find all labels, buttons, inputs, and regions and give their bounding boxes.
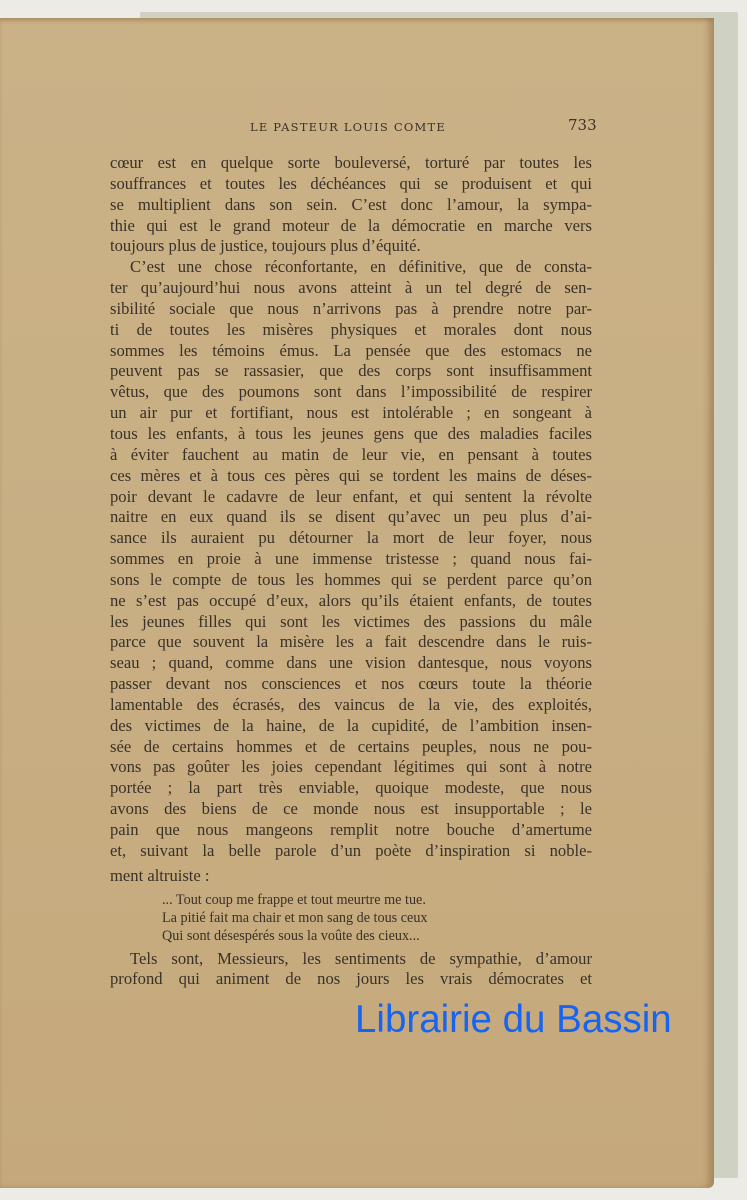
text-line: toujours plus de justice, toujours plus d’équité. [110, 236, 421, 256]
body-text [110, 153, 592, 990]
text-line: ne s’est pas occupé d’eux, alors qu’ils étaient enfants, de toutes [110, 590, 592, 610]
text-line: naitre en eux quand ils se disent qu’avec un peu plus d’ai- [110, 507, 592, 527]
text-line: et, suivant la belle parole d’un poète d’inspiration si noble- [110, 840, 592, 860]
running-title: LE PASTEUR LOUIS COMTE [250, 120, 446, 134]
text-line: sée de certains hommes et de certains peuples, nous ne pou- [110, 736, 592, 756]
text-line: sommes en proie à une immense tristesse ; quand nous fai- [110, 549, 592, 569]
text-line: sons le compte de tous les hommes qui se perdent parce qu’on [110, 569, 592, 589]
text-line: ti de toutes les misères physiques et morales dont nous [110, 319, 592, 339]
text-line: souffrances et toutes les déchéances qui se produisent et qui [110, 173, 592, 193]
text-line: passer devant nos consciences et nos cœurs toute la théorie [110, 674, 592, 694]
text-line: ter qu’aujourd’hui nous avons atteint à un tel degré de sen- [110, 278, 592, 298]
text-line: tous les enfants, à tous les jeunes gens que des maladies faciles [110, 423, 592, 443]
text-line: les jeunes filles qui sont les victimes des passions du mâle [110, 611, 592, 631]
text-line: un air pur et fortifiant, nous est intolérable ; en songeant à [110, 403, 592, 423]
text-line: thie qui est le grand moteur de la démocratie en marche vers [110, 215, 592, 235]
text-line: seau ; quand, comme dans une vision dantesque, nous voyons [110, 653, 592, 673]
text-line: profond qui animent de nos jours les vrais démocrates et [110, 969, 592, 989]
page-number: 733 [568, 116, 597, 134]
text-line: portée ; la part très enviable, quoique modeste, que nous [110, 778, 592, 798]
watermark: Librairie du Bassin [355, 998, 672, 1041]
text-line: ment altruiste : [110, 865, 210, 885]
text-line: ces mères et à tous ces pères qui se tordent les mains de déses- [110, 465, 592, 485]
text-line: sibilité sociale que nous n’arrivons pas à prendre notre par- [110, 298, 592, 318]
text-line: sance ils auraient pu détourner la mort de leur foyer, nous [110, 528, 592, 548]
text-line: cœur est en quelque sorte bouleversé, torturé par toutes les [110, 153, 592, 172]
text-line: lamentable des écrasés, des vaincus de la vie, des exploités, [110, 694, 592, 714]
text-line: à éviter fauchent au matin de leur vie, en pensant à toutes [110, 444, 592, 464]
text-line: vons pas goûter les joies cependant légitimes qui sont à notre [110, 757, 592, 777]
page-header [0, 116, 747, 136]
text-line: avons des biens de ce monde nous est insupportable ; le [110, 799, 592, 819]
text-line: des victimes de la haine, de la cupidité, de l’ambition insen- [110, 715, 592, 735]
text-line: Tels sont, Messieurs, les sentiments de sympathie, d’amour [130, 948, 592, 968]
verse-line: La pitié fait ma chair et mon sang de tous ceux [162, 909, 428, 926]
text-line: peuvent pas se rassasier, que des corps sont insuffisamment [110, 361, 592, 381]
text-line: parce que souvent la misère les a fait descendre dans le ruis- [110, 632, 592, 652]
text-line: C’est une chose réconfortante, en définitive, que de consta- [130, 257, 592, 277]
text-line: sommes les témoins émus. La pensée que des estomacs ne [110, 340, 592, 360]
text-line: vêtus, que des poumons sont dans l’impossibilité de respirer [110, 382, 592, 402]
verse-line: ... Tout coup me frappe et tout meurtre me tue. [162, 891, 426, 908]
text-line: poir devant le cadavre de leur enfant, et qui sentent la révolte [110, 486, 592, 506]
text-line: se multiplient dans son sein. C’est donc l’amour, la sympa- [110, 194, 592, 214]
text-line: pain que nous mangeons remplit notre bouche d’amertume [110, 820, 592, 839]
verse-line: Qui sont désespérés sous la voûte des cieux... [162, 927, 420, 944]
